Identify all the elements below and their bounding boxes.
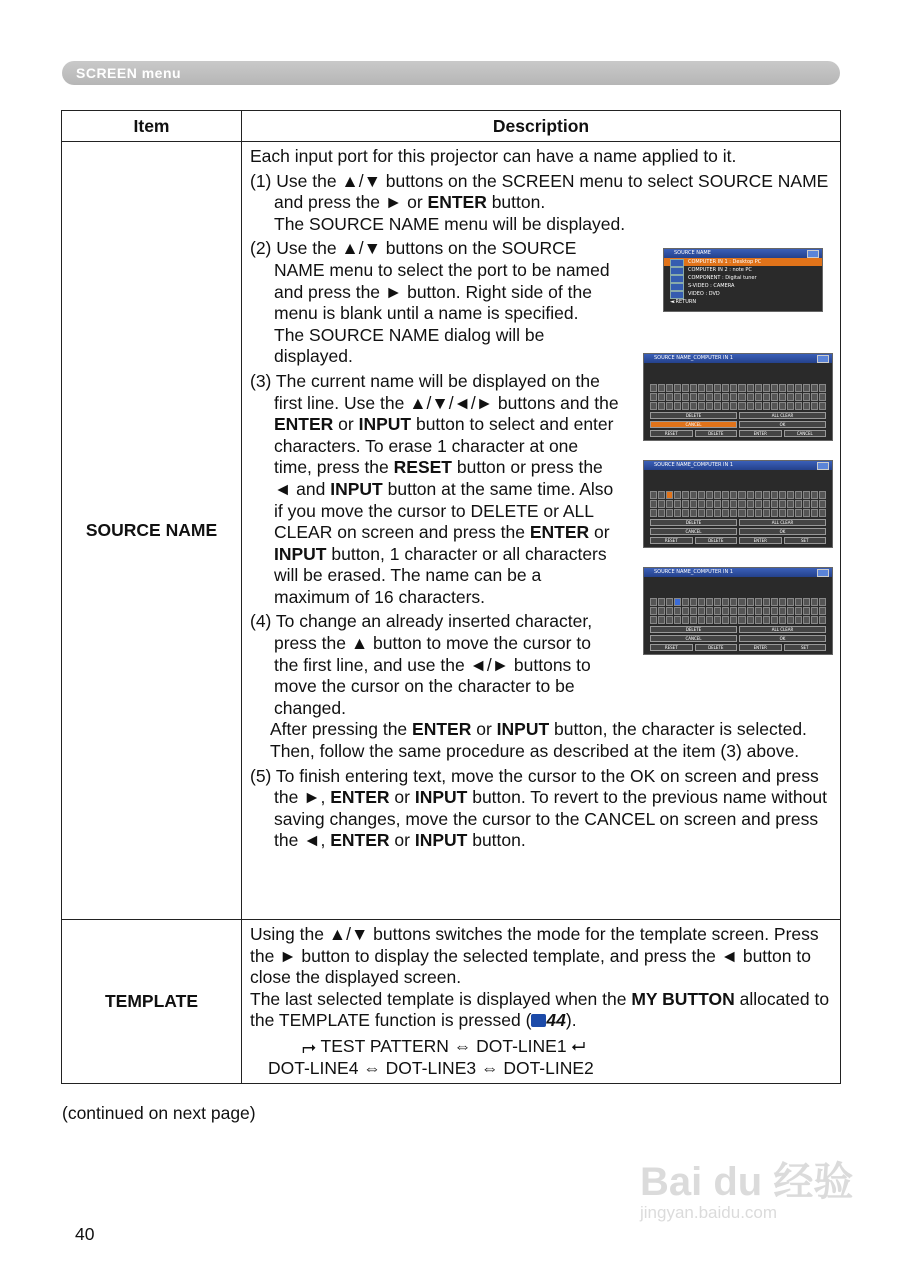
delete-hint: DELETE xyxy=(695,430,738,437)
menu-title: SOURCE NAME xyxy=(674,250,711,256)
menu-return: ◄:RETURN xyxy=(670,299,697,305)
enter-hint: ENTER xyxy=(739,644,782,651)
dialog-title: SOURCE NAME_COMPUTER IN 1 xyxy=(654,462,734,468)
step-4: (4) To change an already inserted character, press the ▲ button to move the cursor to the first line, and use the ◄/► buttons to move the cursor on the character to be changed. xyxy=(250,611,593,718)
set-hint: SET xyxy=(784,644,827,651)
menu-row-video: VIDEO : DVD xyxy=(664,290,822,298)
menu-row-s-video: S-VIDEO : CAMERA xyxy=(664,282,822,290)
ok-button: OK xyxy=(739,528,826,535)
character-grid xyxy=(650,491,826,517)
set-hint: SET xyxy=(784,537,827,544)
all-clear-button: ALL CLEAR xyxy=(739,626,826,633)
book-icon xyxy=(531,1014,546,1027)
template-text-2: The last selected template is displayed when the MY BUTTON allocated to the TEMPLATE function is pressed ( 44). xyxy=(250,988,830,1031)
delete-button: DELETE xyxy=(650,519,737,526)
reset-hint: RESET xyxy=(650,537,693,544)
ok-button: OK xyxy=(739,635,826,642)
table-row-template xyxy=(62,920,841,1084)
reset-hint: RESET xyxy=(650,430,693,437)
step-2: (2) Use the ▲/▼ buttons on the SOURCE NAME menu to select the port to be named and press the ► button. Right side of the menu is blank until a name is specified. The SOURCE NAME dialog will be displayed. xyxy=(250,238,610,367)
source-name-menu-screenshot xyxy=(663,248,823,312)
close-icon xyxy=(817,569,829,577)
dialog-title: SOURCE NAME_COMPUTER IN 1 xyxy=(654,569,734,575)
section-header-bar xyxy=(62,61,840,85)
enter-hint: ENTER xyxy=(739,537,782,544)
template-cycle-line-2: DOT-LINE4 ⇔ DOT-LINE3 ⇔ DOT-LINE2 xyxy=(268,1057,594,1078)
enter-hint: ENTER xyxy=(739,430,782,437)
close-icon xyxy=(817,355,829,363)
reset-hint: RESET xyxy=(650,644,693,651)
source-name-dialog-screenshot-3 xyxy=(643,567,833,655)
watermark-brand: Bai du 经验 xyxy=(640,1160,854,1204)
all-clear-button: ALL CLEAR xyxy=(739,412,826,419)
step-5: (5) To finish entering text, move the cursor to the OK on screen and press the ►, ENTER or INPUT button. To revert to the previous name without saving changes, move the cursor to the CANCEL on screen and press the ◄, ENTER or INPUT button. xyxy=(250,765,827,851)
close-icon xyxy=(817,462,829,470)
watermark-url: jingyan.baidu.com xyxy=(640,1203,778,1222)
menu-row-computer-in-1: COMPUTER IN 1 : Desktop PC xyxy=(664,258,822,266)
close-icon xyxy=(807,250,819,258)
ok-button: OK xyxy=(739,421,826,428)
template-cycle-line-1: ⮣ TEST PATTERN ⇔ DOT-LINE1 ⮠ xyxy=(302,1035,586,1056)
intro-text: Each input port for this projector can have a name applied to it. xyxy=(250,146,737,166)
step-1: (1) Use the ▲/▼ buttons on the SCREEN menu to select SOURCE NAME and press the ► or ENTER button. The SOURCE NAME menu will be displayed. xyxy=(250,170,829,234)
character-grid xyxy=(650,598,826,624)
delete-button: DELETE xyxy=(650,626,737,633)
baidu-watermark xyxy=(640,1150,860,1250)
template-text-1: Using the ▲/▼ buttons switches the mode for the template screen. Press the ► button to display the selected template, and press the ◄ button to close the displayed screen. xyxy=(250,924,819,988)
continued-note: (continued on next page) xyxy=(62,1103,256,1123)
menu-row-component: COMPONENT : Digital tuner xyxy=(664,274,822,282)
item-template: TEMPLATE xyxy=(62,920,242,1084)
source-name-dialog-screenshot-1 xyxy=(643,353,833,441)
item-source-name: SOURCE NAME xyxy=(62,142,242,920)
character-grid xyxy=(650,384,826,410)
source-name-dialog-screenshot-2 xyxy=(643,460,833,548)
delete-hint: DELETE xyxy=(695,537,738,544)
page-ref-link[interactable]: 44 xyxy=(546,1010,566,1031)
step-4-cont: After pressing the ENTER or INPUT button, the character is selected. Then, follow the same procedure as described at the item (3) above. xyxy=(270,719,807,762)
cancel-button: CANCEL xyxy=(650,528,737,535)
delete-button: DELETE xyxy=(650,412,737,419)
delete-hint: DELETE xyxy=(695,644,738,651)
section-title: SCREEN menu xyxy=(76,65,182,81)
table-header-row xyxy=(62,111,841,142)
cancel-button: CANCEL xyxy=(650,635,737,642)
cancel-button: CANCEL xyxy=(650,421,737,428)
return-arrow-icon: ⮠ xyxy=(566,1035,586,1056)
turn-arrow-icon: ⮣ xyxy=(302,1035,321,1056)
all-clear-button: ALL CLEAR xyxy=(739,519,826,526)
menu-row-computer-in-2: COMPUTER IN 2 : note PC xyxy=(664,266,822,274)
dialog-title: SOURCE NAME_COMPUTER IN 1 xyxy=(654,355,734,361)
page-number: 40 xyxy=(75,1224,95,1244)
col-desc-header: Description xyxy=(242,111,841,142)
desc-template xyxy=(242,920,841,1084)
cancel-hint: CANCEL xyxy=(784,430,827,437)
col-item-header: Item xyxy=(62,111,242,142)
step-3: (3) The current name will be displayed on the first line. Use the ▲/▼/◄/► buttons and the ENTER or INPUT button to select and enter characters. To erase 1 character at one time, press the RESET button or press the ◄ and INPUT button at the same time. Also if you move the cursor to DELETE or ALL CLEAR on screen and press the ENTER or INPUT button, 1 character or all characters will be erased. The name can be a maximum of 16 characters. xyxy=(250,370,619,607)
